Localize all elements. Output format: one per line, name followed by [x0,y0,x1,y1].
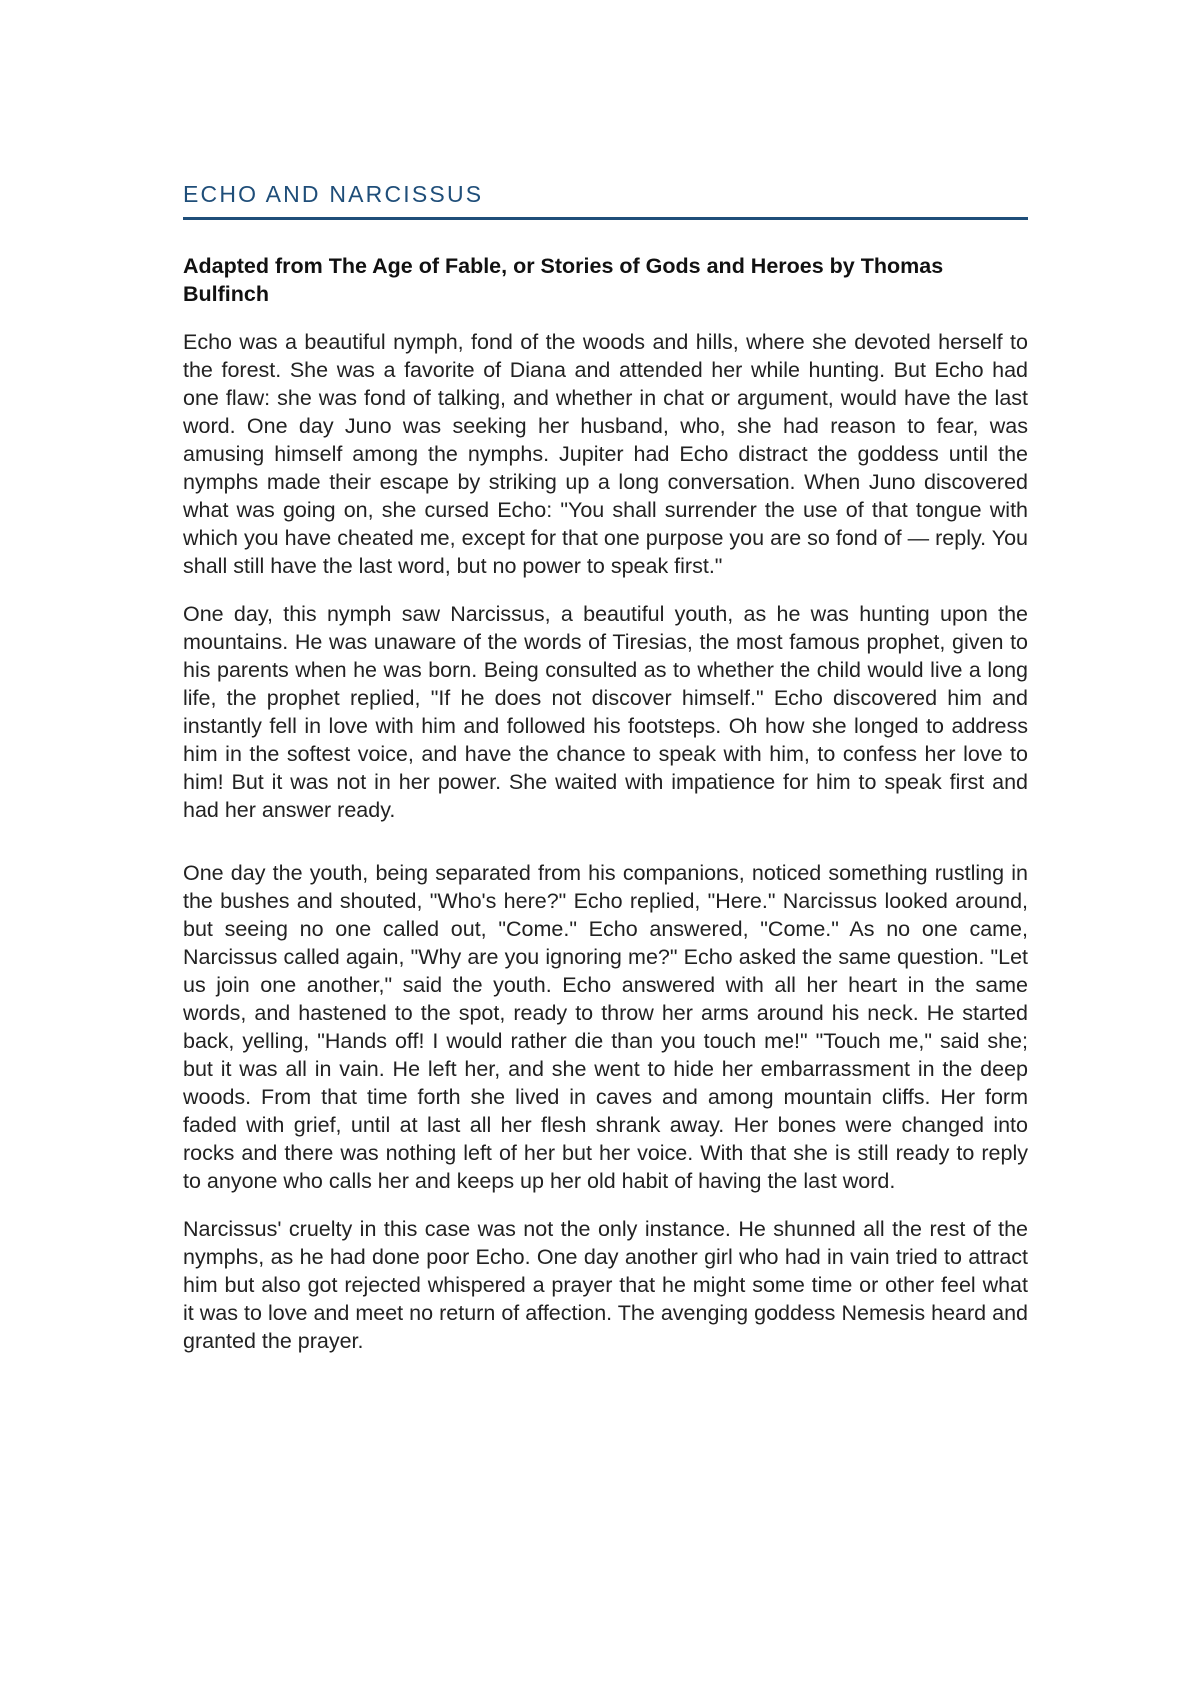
document-title: ECHO AND NARCISSUS [183,181,484,207]
document-subtitle: Adapted from The Age of Fable, or Stories of Gods and Heroes by Thomas Bulfinch [183,254,944,306]
paragraph-4: Narcissus' cruelty in this case was not the only instance. He shunned all the rest of the nymphs, as he had done poor Echo. One day another girl who had in vain tried to attract him but also got rejected whispered a prayer that he might some time or other feel what it was to love and meet no return of affection. The avenging goddess Nemesis heard and granted the prayer. [183,1217,1028,1353]
paragraph-1: Echo was a beautiful nymph, fond of the woods and hills, where she devoted herself to the forest. She was a favorite of Diana and attended her while hunting. But Echo had one flaw: she was fond of talking, and whether in chat or argument, would have the last word. One day Juno was seeking her husband, who, she had reason to fear, was amusing himself among the nymphs. Jupiter had Echo distract the goddess until the nymphs made their escape by striking up a long conversation. When Juno discovered what was going on, she cursed Echo: "You shall surrender the use of that tongue with which you have cheated me, except for that one purpose you are so fond of — reply. You shall still have the last word, but no power to speak first." [183,330,1028,578]
title-underline-rule [183,217,1028,220]
paragraph-2: One day, this nymph saw Narcissus, a beautiful youth, as he was hunting upon the mountains. He was unaware of the words of Tiresias, the most famous prophet, given to his parents when he was born. Being consulted as to whether the child would live a long life, the prophet replied, "If he does not discover himself." Echo discovered him and instantly fell in love with him and followed his footsteps. Oh how she longed to address him in the softest voice, and have the chance to speak with him, to confess her love to him! But it was not in her power. She waited with impatience for him to speak first and had her answer ready. [183,602,1028,822]
document-content [183,180,1028,1375]
paragraph-3: One day the youth, being separated from his companions, noticed something rustling in the bushes and shouted, "Who's here?" Echo replied, "Here." Narcissus looked around, but seeing no one called out, "Come." Echo answered, "Come." As no one came, Narcissus called again, "Why are you ignoring me?" Echo asked the same question. "Let us join one another," said the youth. Echo answered with all her heart in the same words, and hastened to the spot, ready to throw her arms around his neck. He started back, yelling, "Hands off! I would rather die than you touch me!" "Touch me," said she; but it was all in vain. He left her, and she went to hide her embarrassment in the deep woods. From that time forth she lived in caves and among mountain cliffs. Her form faded with grief, until at last all her flesh shrank away. Her bones were changed into rocks and there was nothing left of her but her voice. With that she is still ready to reply to anyone who calls her and keeps up her old habit of having the last word. [183,861,1028,1193]
